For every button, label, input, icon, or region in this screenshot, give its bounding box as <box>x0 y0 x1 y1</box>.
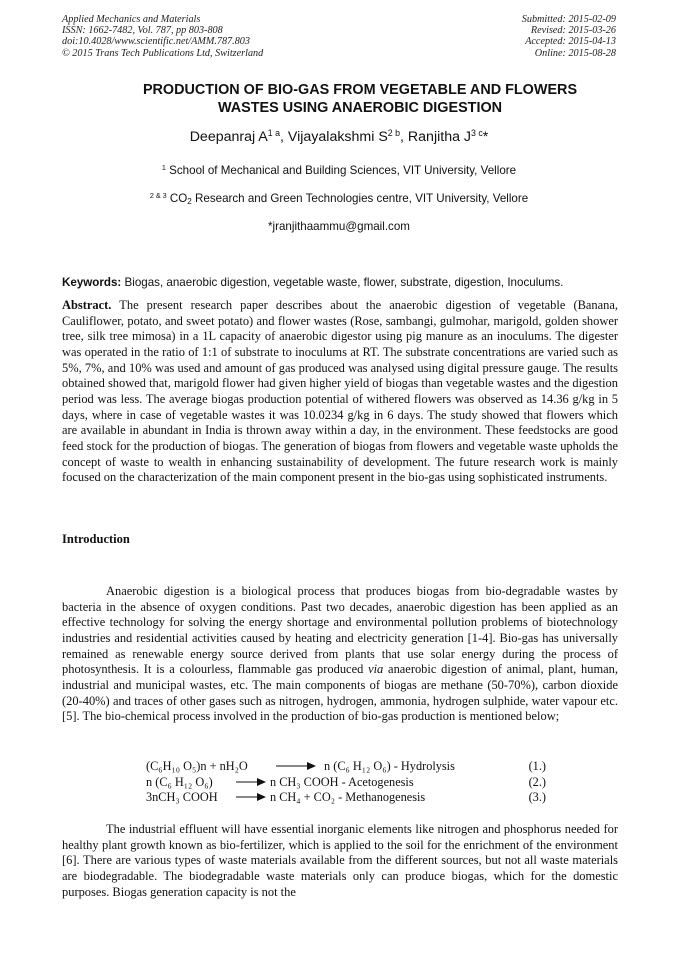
arrow-icon <box>236 792 266 802</box>
abstract-text: The present research paper describes about the anaerobic digestion of vegetable (Banana, Cauliflower, potato, and sweet potato) and flower wastes (Rose, sambangi, gulmohar, marigold, golden shower tree, silk tree mimosa) in a 1L capacity of anaerobic digestor using pig manure as an inoculums. The digester was operated in the ratio of 1:1 of substrate to inoculums at RT. The substrate concentrations are varied such as 5%, 7%, and 10% was used and amount of gas produced was analysed using digital pressure gauge. The results obtained showed that, marigold flower had given higher yield of biogas than vegetable wastes and the digestion period was less. The average biogas production potential of withered flowers was observed as 14.36 g/kg in 5 days, where in case of vegetable wastes it was 10.0234 g/kg in 6 days. The study showed that flowers which are available in abundant in India is thrown away within a day, in the environment. These feedstocks are good feed stock for the production of biogas. The generation of biogas from flowers and vegetable waste upholds the concept of waste to wealth in enhancing sustainability of development. The future research work is mainly focused on the characterization of the main component present in the bio-gas using sophisticated instruments. <box>62 298 618 485</box>
keywords <box>62 276 622 289</box>
journal-name: Applied Mechanics and Materials <box>62 14 201 25</box>
section-heading-introduction: Introduction <box>62 532 130 546</box>
journal-info <box>62 14 263 59</box>
equation-2-lhs: n (C₆ H₁₂ O₆) <box>146 774 213 789</box>
submitted-date: Submitted: 2015-02-09 <box>521 14 616 25</box>
intro-paragraph-1 <box>62 584 618 725</box>
doi-line: doi:10.4028/www.scientific.net/AMM.787.803 <box>62 36 250 48</box>
author-1-marker: 1 a <box>267 128 281 139</box>
author-email[interactable]: *jranjithaammu@gmail.com <box>268 220 410 233</box>
arrow-icon <box>276 761 316 771</box>
equation-1-lhs: (C₆H₁₀ O₅)n + nH₂O <box>146 759 248 773</box>
equation-1-number: (1.) <box>528 759 546 773</box>
equation-3-rhs: n CH₄ + CO₂ - Methanogenesis <box>270 790 426 804</box>
author-1: Deepanraj A <box>189 129 268 145</box>
dates-info <box>522 14 616 59</box>
affiliation-2-co: CO <box>169 192 188 205</box>
intro-p1-part-b: anaerobic digestion of animal, plant, human, industrial and municipal wastes, etc. The main components of biogas are methane (50-70%), carbon dioxide (20-40%) and traces of other gases such as nitrogen, hydrogen, ammonia, hydrogen sulphide, water vapour etc. [5]. The bio-chemical process involved in the production of bio-gas production is mentioned below; <box>62 662 619 724</box>
affiliation-2 <box>60 192 618 205</box>
corresponding-mark: * <box>482 129 489 145</box>
equation-3 <box>146 790 546 806</box>
equation-1 <box>146 759 546 775</box>
keywords-label: Keywords: <box>62 276 122 289</box>
equation-1-rhs: n (C₆ H₁₂ O₆) - Hydrolysis <box>324 759 455 773</box>
title-line-1: PRODUCTION OF BIO-GAS FROM VEGETABLE AND FLOWERS <box>142 82 578 98</box>
title-line-2: WASTES USING ANAEROBIC DIGESTION <box>217 100 503 116</box>
arrow-icon <box>236 777 266 787</box>
online-date: Online: 2015-08-28 <box>534 47 616 59</box>
accepted-date: Accepted: 2015-04-13 <box>525 36 616 48</box>
issn-line: ISSN: 1662-7482, Vol. 787, pp 803-808 <box>62 25 223 37</box>
equation-2 <box>146 775 546 791</box>
affiliation-2-sub: 2 <box>187 197 192 207</box>
intro-p1-via: via <box>368 662 384 677</box>
author-2: Vijayalakshmi S <box>287 129 388 145</box>
equation-3-number: (3.) <box>528 790 546 804</box>
equation-2-number: (2.) <box>528 774 546 789</box>
equations-block <box>146 759 546 806</box>
equation-3-lhs: 3nCH₃ COOH <box>146 790 218 804</box>
affiliation-1-marker: 1 <box>161 163 166 173</box>
intro-p1-part-a: Anaerobic digestion is a biological process that produces biogas from bio-degradable wastes by bacteria in the absence of oxygen conditions. Past two decades, anaerobic digestion has been applied as an effective technology for solving the energy shortage and environmental pollution problems of biotechnology industries and residential activities caused by heating and electricity generation [1-4]. Bio-gas has universally remained as renewable energy source derived from plants that use solar energy during the process of photosynthesis. It is a colourless, flammable gas produced <box>62 584 618 677</box>
author-3-marker: 3 c <box>471 128 483 139</box>
keywords-text: Biogas, anaerobic digestion, vegetable waste, flower, substrate, digestion, Inoculums. <box>124 276 564 289</box>
affiliation-1-text: School of Mechanical and Building Sciences, VIT University, Vellore <box>169 164 517 177</box>
paper-title <box>100 81 620 117</box>
author-2-marker: 2 b <box>387 128 401 139</box>
author-list: Deepanraj $A^{1 a}$, Vijayalakshmi $S^{2 b}$, Ranjitha $J^{3 c}*$ <box>189 128 489 145</box>
equation-2-rhs: n CH₃ COOH - Acetogenesis <box>270 774 414 789</box>
affiliation-1 <box>60 164 618 177</box>
copyright-line: © 2015 Trans Tech Publications Ltd, Switzerland <box>62 47 264 59</box>
affiliation-2-text: Research and Green Technologies centre, VIT University, Vellore <box>195 192 529 205</box>
affiliation-2-marker: 2 & 3 <box>149 191 167 201</box>
abstract-label: Abstract. <box>62 298 112 312</box>
abstract <box>62 298 618 486</box>
author-3: Ranjitha J <box>407 129 472 145</box>
intro-paragraph-2: The industrial effluent will have essential inorganic elements like nitrogen and phosphorus needed for healthy plant growth known as bio-fertilizer, which is applied to the soil for the enrichment of the environment [6]. There are various types of waste materials available from the different sources, but not all waste materials are biodegradable. The biodegradable waste materials only can produce biogas, which for the domestic purposes. Biogas generation capacity is not the <box>62 822 618 899</box>
revised-date: Revised: 2015-03-26 <box>530 25 616 37</box>
